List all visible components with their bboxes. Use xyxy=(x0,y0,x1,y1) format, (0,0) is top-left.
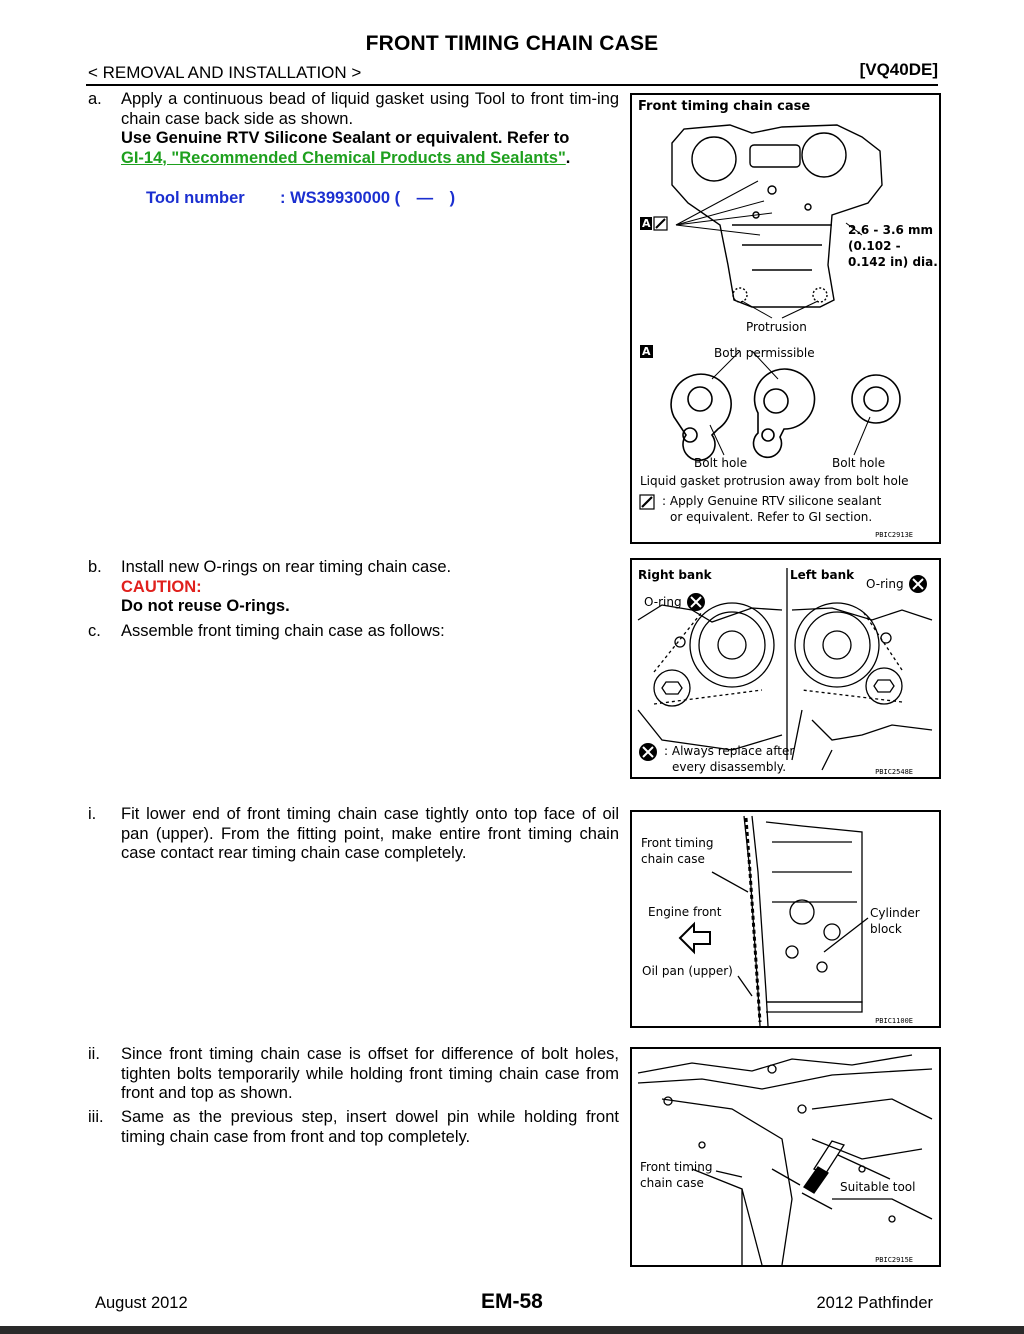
figure-front-timing-chain-case xyxy=(630,93,941,544)
fig1-title: Front timing chain case xyxy=(638,99,811,114)
step-iii-number: iii. xyxy=(88,1108,104,1126)
dia-line1: 2.6 - 3.6 mm xyxy=(848,223,934,237)
cylinder-label-1: Cylinder xyxy=(870,906,920,920)
fig1-legend-line1: : Apply Genuine RTV silicone sealant xyxy=(662,494,882,508)
step-ii-number: ii. xyxy=(88,1045,100,1063)
engine-front-label: Engine front xyxy=(648,905,722,919)
fig4-code: PBIC2915E xyxy=(875,1256,913,1264)
oring-label-right: O-ring xyxy=(866,577,904,591)
step-a-text: Apply a continuous bead of liquid gasket using Tool to front tim-ing chain case back side as shown. xyxy=(121,90,619,128)
tool-number-label: Tool number xyxy=(146,189,245,207)
cylinder-label-2: block xyxy=(870,922,902,936)
gasket-away-label: Liquid gasket protrusion away from bolt hole xyxy=(640,474,909,488)
step-c-number: c. xyxy=(88,622,101,640)
figure-hold-case xyxy=(630,1047,941,1267)
oil-pan-label: Oil pan (upper) xyxy=(642,964,733,978)
caution-label: CAUTION: xyxy=(121,577,202,596)
bolt-hole-label-2: Bolt hole xyxy=(832,456,886,470)
step-iii-text: Same as the previous step, insert dowel pin while holding front timing chain case from front and top completely. xyxy=(121,1108,619,1146)
footer-date: August 2012 xyxy=(95,1294,188,1312)
fig1-code: PBIC2913E xyxy=(875,531,913,539)
sealant-icon xyxy=(640,495,654,509)
fig2-legend-line2: every disassembly. xyxy=(672,760,787,774)
fig4-front-case-2: chain case xyxy=(640,1176,704,1190)
figure-o-rings xyxy=(630,558,941,779)
tool-number-value: : WS39930000 ( — ) xyxy=(280,189,456,207)
model-code: [VQ40DE] xyxy=(859,60,938,79)
step-c-text: Assemble front timing chain case as follows: xyxy=(121,622,445,640)
step-b-number: b. xyxy=(88,558,102,576)
step-b xyxy=(121,558,619,617)
marker-a-label: A xyxy=(642,345,651,358)
step-i-text: Fit lower end of front timing chain case tightly onto top face of oil pan (upper). From the fitting point, make entire front timing chain case contact rear timing chain case completely. xyxy=(121,805,619,862)
fig3-code: PBIC1100E xyxy=(875,1017,913,1025)
right-bank-label: Right bank xyxy=(638,568,712,582)
figure-oil-pan-fitting xyxy=(630,810,941,1028)
replace-icon xyxy=(639,743,657,761)
both-permissible-label: Both permissible xyxy=(714,346,815,360)
step-a-bold: Use Genuine RTV Silicone Sealant or equivalent. Refer to xyxy=(121,129,570,147)
bolt-hole-label-1: Bolt hole xyxy=(694,456,748,470)
fig1-legend-line2: or equivalent. Refer to GI section. xyxy=(670,510,873,524)
caution-text: Do not reuse O-rings. xyxy=(121,597,290,615)
step-a: Apply a continuous bead of liquid gasket using Tool to front tim-ing chain case back side as shown. Use Genuine RTV Silicone Sealant or equivalent. Refer to GI-14, "Recommended Chemical Products and Sealants". xyxy=(121,90,619,167)
fig4-front-case-1: Front timing xyxy=(640,1160,713,1174)
dia-line2: (0.102 - xyxy=(848,239,901,253)
protrusion-label: Protrusion xyxy=(746,320,807,334)
section-heading: < REMOVAL AND INSTALLATION > xyxy=(88,63,362,82)
fig2-legend-line1: : Always replace after xyxy=(664,744,795,758)
step-b-text: Install new O-rings on rear timing chain case. xyxy=(121,558,452,576)
footer-vehicle: 2012 Pathfinder xyxy=(816,1294,933,1312)
fig3-front-case-2: chain case xyxy=(641,852,705,866)
left-bank-label: Left bank xyxy=(790,568,855,582)
step-a-number: a. xyxy=(88,90,102,108)
suitable-tool-illustration xyxy=(632,1049,939,1265)
header-divider xyxy=(86,84,938,86)
fig2-code: PBIC2548E xyxy=(875,768,913,776)
step-i-number: i. xyxy=(88,805,97,823)
bottom-edge-bar xyxy=(0,1326,1024,1334)
engine-front-arrow-icon xyxy=(678,922,712,954)
page-title: FRONT TIMING CHAIN CASE xyxy=(365,32,659,55)
step-ii-text: Since front timing chain case is offset for difference of bolt holes, tighten bolts temporarily while holding front timing chain case from front and top as shown. xyxy=(121,1045,619,1102)
sealant-reference-link[interactable]: GI-14, "Recommended Chemical Products and Sealants" xyxy=(121,148,566,167)
suitable-tool-label: Suitable tool xyxy=(840,1180,916,1194)
marker-a-icon: A xyxy=(642,217,651,230)
dia-line3: 0.142 in) dia. xyxy=(848,255,938,269)
fig3-front-case-1: Front timing xyxy=(641,836,714,850)
oring-label-left: O-ring xyxy=(644,595,682,609)
page-number: EM-58 xyxy=(481,1290,543,1313)
